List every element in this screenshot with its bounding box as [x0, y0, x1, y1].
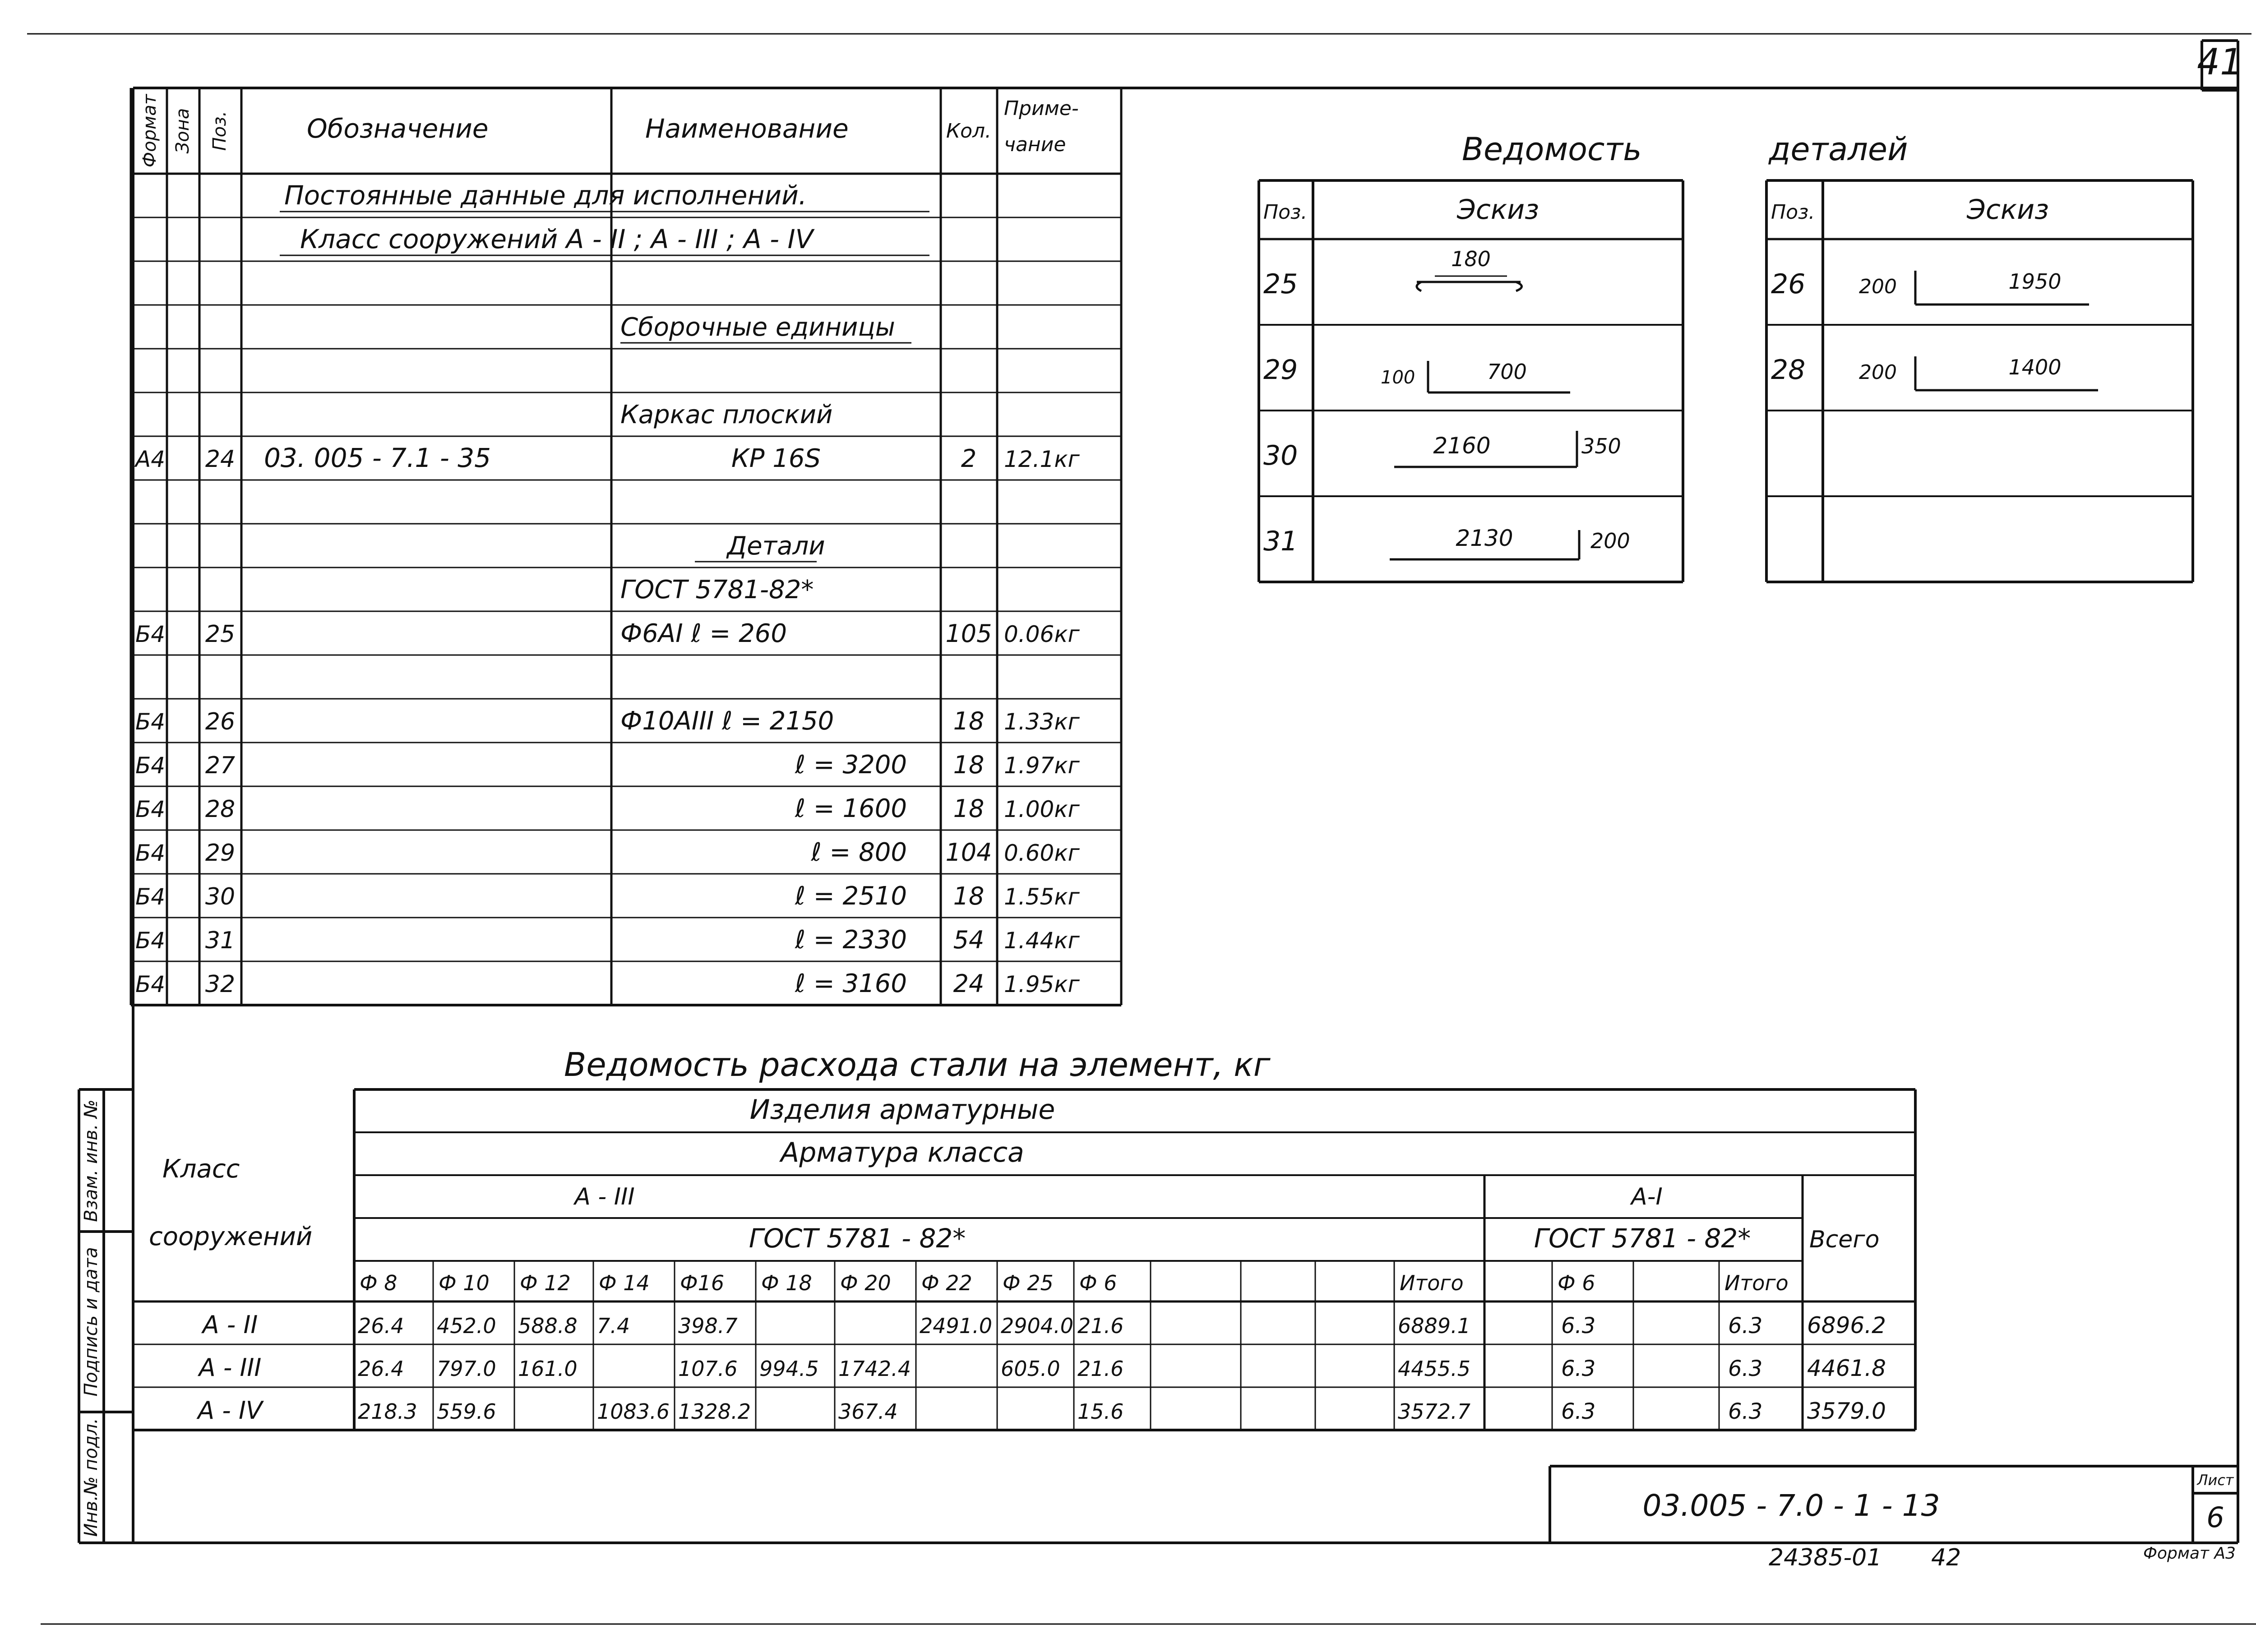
steel-diam-a1: Ф 6 — [1558, 1271, 1595, 1295]
spec-cell-format: Б4 — [135, 971, 166, 997]
steel-diam-a3: Ф 22 — [921, 1271, 972, 1295]
spec-cell-format: Б4 — [135, 796, 166, 822]
steel-diam-a1: Итого — [1724, 1271, 1789, 1295]
spec-cell-note: 1.95кг — [1004, 971, 1080, 997]
spec-cell-name: КР 16S — [731, 444, 821, 473]
format-label: Формат А3 — [2143, 1544, 2236, 1563]
spec-cell-format: Б4 — [135, 709, 166, 735]
spec-cell-note: 1.44кг — [1004, 928, 1080, 954]
spec-cell-name: ℓ = 2330 — [795, 925, 907, 955]
sketch-dimension: 180 — [1451, 247, 1491, 271]
steel-cell-a1: 6.3 — [1728, 1356, 1763, 1381]
steel-cell-a3: 1742.4 — [838, 1357, 911, 1381]
spec-cell-name: Ф10АIII ℓ = 2150 — [620, 706, 834, 736]
sketch-dimension: 200 — [1590, 529, 1630, 553]
margin-label-inv-original: Инв.№ подл. — [81, 1418, 102, 1537]
spec-header-name: Наименование — [645, 113, 849, 144]
steel-diam-a3: Ф 18 — [761, 1271, 812, 1295]
steel-diam-a3: Ф 20 — [840, 1271, 891, 1295]
spec-cell-name: ℓ = 3200 — [795, 750, 907, 780]
details-list — [1259, 131, 2193, 582]
spec-header-designation: Обозначение — [307, 113, 489, 144]
margin-label-signature-date: Подпись и дата — [81, 1247, 102, 1397]
document-code: 03.005 - 7.0 - 1 - 13 — [1642, 1488, 1940, 1523]
steel-diam-a3: Ф 25 — [1003, 1271, 1054, 1295]
spec-cell-format: Б4 — [135, 928, 166, 954]
steel-cell-a3: 2904.0 — [1001, 1314, 1073, 1338]
steel-diam-a3: Ф 10 — [439, 1271, 490, 1295]
archive-page: 42 — [1931, 1544, 1961, 1571]
spec-cell-name: Ф6АI ℓ = 260 — [620, 619, 787, 648]
steel-cell-a3: 2491.0 — [920, 1314, 992, 1338]
details-cell-pos: 28 — [1771, 354, 1806, 386]
spec-cell-pos: 31 — [205, 927, 236, 954]
steel-gost-a3: ГОСТ 5781 - 82* — [749, 1223, 966, 1254]
steel-diam-a3: Ф 12 — [520, 1271, 571, 1295]
sheet-frame — [27, 34, 2256, 1624]
spec-cell-format: Б4 — [135, 840, 166, 866]
steel-diam-a3: Ф16 — [680, 1271, 725, 1295]
spec-cell-note: 0.60кг — [1004, 840, 1080, 866]
spec-cell-qty: 24 — [953, 969, 985, 998]
steel-a3-label: А - III — [574, 1183, 635, 1210]
steel-cell-a3: 107.6 — [678, 1357, 738, 1381]
spec-cell-note: 1.97кг — [1004, 752, 1080, 779]
spec-cell-name: ℓ = 3160 — [795, 969, 907, 998]
spec-cell-name: Детали — [727, 531, 825, 561]
spec-cell-note: 0.06кг — [1004, 621, 1080, 647]
steel-subgroup-label: Арматура класса — [781, 1137, 1024, 1168]
sketch-dimension: 350 — [1581, 434, 1621, 458]
steel-gost-a1: ГОСТ 5781 - 82* — [1534, 1223, 1751, 1254]
steel-cell-a3: 452.0 — [437, 1314, 496, 1338]
details-cell-pos: 25 — [1263, 268, 1298, 300]
spec-cell-qty: 18 — [953, 794, 985, 823]
spec-cell-pos: 24 — [205, 446, 236, 473]
details-cell-pos: 29 — [1263, 354, 1298, 386]
sheet-label: Лист — [2197, 1472, 2234, 1489]
spec-cell-name: ℓ = 1600 — [795, 794, 907, 823]
steel-cell-a3: 398.7 — [678, 1314, 738, 1338]
spec-cell-pos: 29 — [205, 840, 236, 867]
details-title-left: Ведомость — [1462, 131, 1642, 168]
spec-cell-designation: 03. 005 - 7.1 - 35 — [264, 443, 491, 473]
spec-cell-format: А4 — [135, 446, 166, 472]
spec-header-pos: Поз. — [209, 111, 230, 151]
details-title-right: деталей — [1769, 131, 1908, 168]
spec-cell-format: Б4 — [135, 752, 166, 779]
title-block — [1642, 41, 2243, 1571]
steel-cell-total: 4461.8 — [1807, 1355, 1886, 1381]
margin-label-replace-inv: Взам. инв. № — [81, 1099, 102, 1222]
steel-total-label: Всего — [1809, 1226, 1880, 1253]
spec-cell-qty: 54 — [953, 926, 985, 954]
steel-cell-a3: 161.0 — [518, 1357, 578, 1381]
sketch-dimension: 200 — [1859, 275, 1897, 298]
spec-cell-pos: 28 — [205, 796, 236, 823]
sketch-dimension: 100 — [1381, 367, 1415, 388]
steel-cell-a3: 21.6 — [1077, 1357, 1124, 1381]
sketch-dimension: 2130 — [1456, 525, 1513, 551]
steel-cell-total: 6896.2 — [1807, 1312, 1886, 1338]
details-header-pos: Поз. — [1771, 201, 1815, 224]
steel-row-class: А - III — [199, 1353, 262, 1382]
steel-cell-a3: 605.0 — [1001, 1357, 1060, 1381]
steel-consumption-table — [133, 1046, 1915, 1430]
sketch-dimension: 700 — [1487, 360, 1527, 384]
steel-cell-a3: 26.4 — [358, 1357, 404, 1381]
steel-diam-a3: Итого — [1400, 1271, 1464, 1295]
spec-cell-qty: 18 — [953, 882, 985, 910]
spec-cell-note: 1.00кг — [1004, 796, 1080, 822]
steel-cell-a1: 6.3 — [1561, 1399, 1596, 1424]
steel-cell-a3: 588.8 — [518, 1314, 578, 1338]
steel-a1-label: А-I — [1631, 1183, 1663, 1210]
details-cell-pos: 30 — [1263, 440, 1298, 471]
spec-cell-qty: 18 — [953, 707, 985, 735]
spec-cell-format: Б4 — [135, 884, 166, 910]
details-header-sketch: Эскиз — [1456, 194, 1539, 226]
steel-cell-a3: 6889.1 — [1398, 1314, 1470, 1338]
sketch-dimension: 1950 — [2008, 269, 2062, 294]
steel-table-title: Ведомость расхода стали на элемент, кг — [564, 1046, 1271, 1084]
spec-cell-pos: 30 — [205, 883, 236, 910]
steel-cell-a3: 994.5 — [759, 1357, 819, 1381]
spec-cell-note: 1.33кг — [1004, 709, 1080, 735]
steel-cell-a1: 6.3 — [1728, 1313, 1763, 1338]
steel-cell-total: 3579.0 — [1807, 1398, 1886, 1424]
spec-cell-pos: 32 — [205, 971, 236, 998]
spec-cell-qty: 105 — [945, 619, 992, 648]
spec-cell-pos: 27 — [205, 752, 236, 779]
details-cell-pos: 26 — [1771, 268, 1806, 300]
steel-cell-a3: 26.4 — [358, 1314, 404, 1338]
steel-diam-a3: Ф 14 — [599, 1271, 650, 1295]
steel-class-label: сооружений — [149, 1222, 313, 1251]
sheet-number: 6 — [2206, 1501, 2224, 1534]
specification-table — [131, 88, 1121, 1005]
spec-header-note: чание — [1004, 133, 1066, 156]
sketch-dimension: 1400 — [2008, 355, 2062, 379]
archive-number: 24385-01 — [1769, 1544, 1882, 1571]
details-header-sketch: Эскиз — [1966, 194, 2049, 226]
spec-cell-name: Каркас плоский — [620, 400, 833, 429]
steel-cell-a3: 797.0 — [437, 1357, 496, 1381]
spec-cell-name: Сборочные единицы — [620, 313, 895, 342]
spec-cell-qty: 104 — [945, 838, 992, 867]
spec-cell-qty: 2 — [961, 444, 977, 473]
spec-cell-designation: Постоянные данные для исполнений. — [284, 180, 807, 211]
steel-cell-a3: 4455.5 — [1398, 1357, 1470, 1381]
steel-group-label: Изделия арматурные — [749, 1094, 1055, 1126]
spec-cell-name: ℓ = 2510 — [795, 881, 907, 911]
steel-cell-a3: 21.6 — [1077, 1314, 1124, 1338]
steel-cell-a1: 6.3 — [1728, 1399, 1763, 1424]
details-cell-pos: 31 — [1263, 526, 1298, 557]
spec-cell-note: 1.55кг — [1004, 884, 1080, 910]
spec-cell-pos: 25 — [205, 621, 236, 648]
steel-diam-a3: Ф 8 — [360, 1271, 398, 1295]
steel-class-label: Класс — [162, 1154, 240, 1184]
sketch-dimension: 200 — [1859, 361, 1897, 384]
spec-header-note: Приме- — [1004, 97, 1079, 120]
spec-cell-designation: Класс сооружений А - II ; А - III ; А - IV — [300, 224, 814, 254]
steel-cell-a3: 1083.6 — [597, 1399, 670, 1424]
steel-row-class: А - II — [202, 1311, 258, 1339]
spec-header-format: Формат — [139, 94, 160, 168]
steel-cell-a1: 6.3 — [1561, 1313, 1596, 1338]
page-number: 41 — [2197, 41, 2243, 83]
steel-cell-a3: 1328.2 — [678, 1399, 751, 1424]
spec-header-qty: Кол. — [946, 120, 992, 143]
spec-cell-qty: 18 — [953, 751, 985, 779]
steel-cell-a3: 559.6 — [437, 1399, 496, 1424]
spec-cell-name: ℓ = 800 — [811, 838, 907, 867]
spec-cell-note: 12.1кг — [1004, 446, 1080, 472]
details-header-pos: Поз. — [1263, 201, 1308, 224]
steel-cell-a3: 15.6 — [1077, 1399, 1124, 1424]
steel-cell-a3: 367.4 — [838, 1399, 898, 1424]
steel-diam-a3: Ф 6 — [1079, 1271, 1117, 1295]
margin-labels — [81, 1099, 102, 1537]
steel-row-class: А - IV — [198, 1396, 263, 1425]
steel-cell-a3: 218.3 — [358, 1399, 417, 1424]
spec-header-zone: Зона — [172, 108, 193, 154]
spec-cell-format: Б4 — [135, 621, 166, 647]
bar-sketch — [1417, 282, 1522, 291]
spec-cell-name: ГОСТ 5781-82* — [620, 575, 814, 605]
spec-cell-pos: 26 — [205, 708, 236, 735]
sketch-dimension: 2160 — [1433, 433, 1491, 459]
steel-cell-a3: 3572.7 — [1398, 1399, 1470, 1424]
steel-cell-a1: 6.3 — [1561, 1356, 1596, 1381]
steel-cell-a3: 7.4 — [597, 1314, 630, 1338]
